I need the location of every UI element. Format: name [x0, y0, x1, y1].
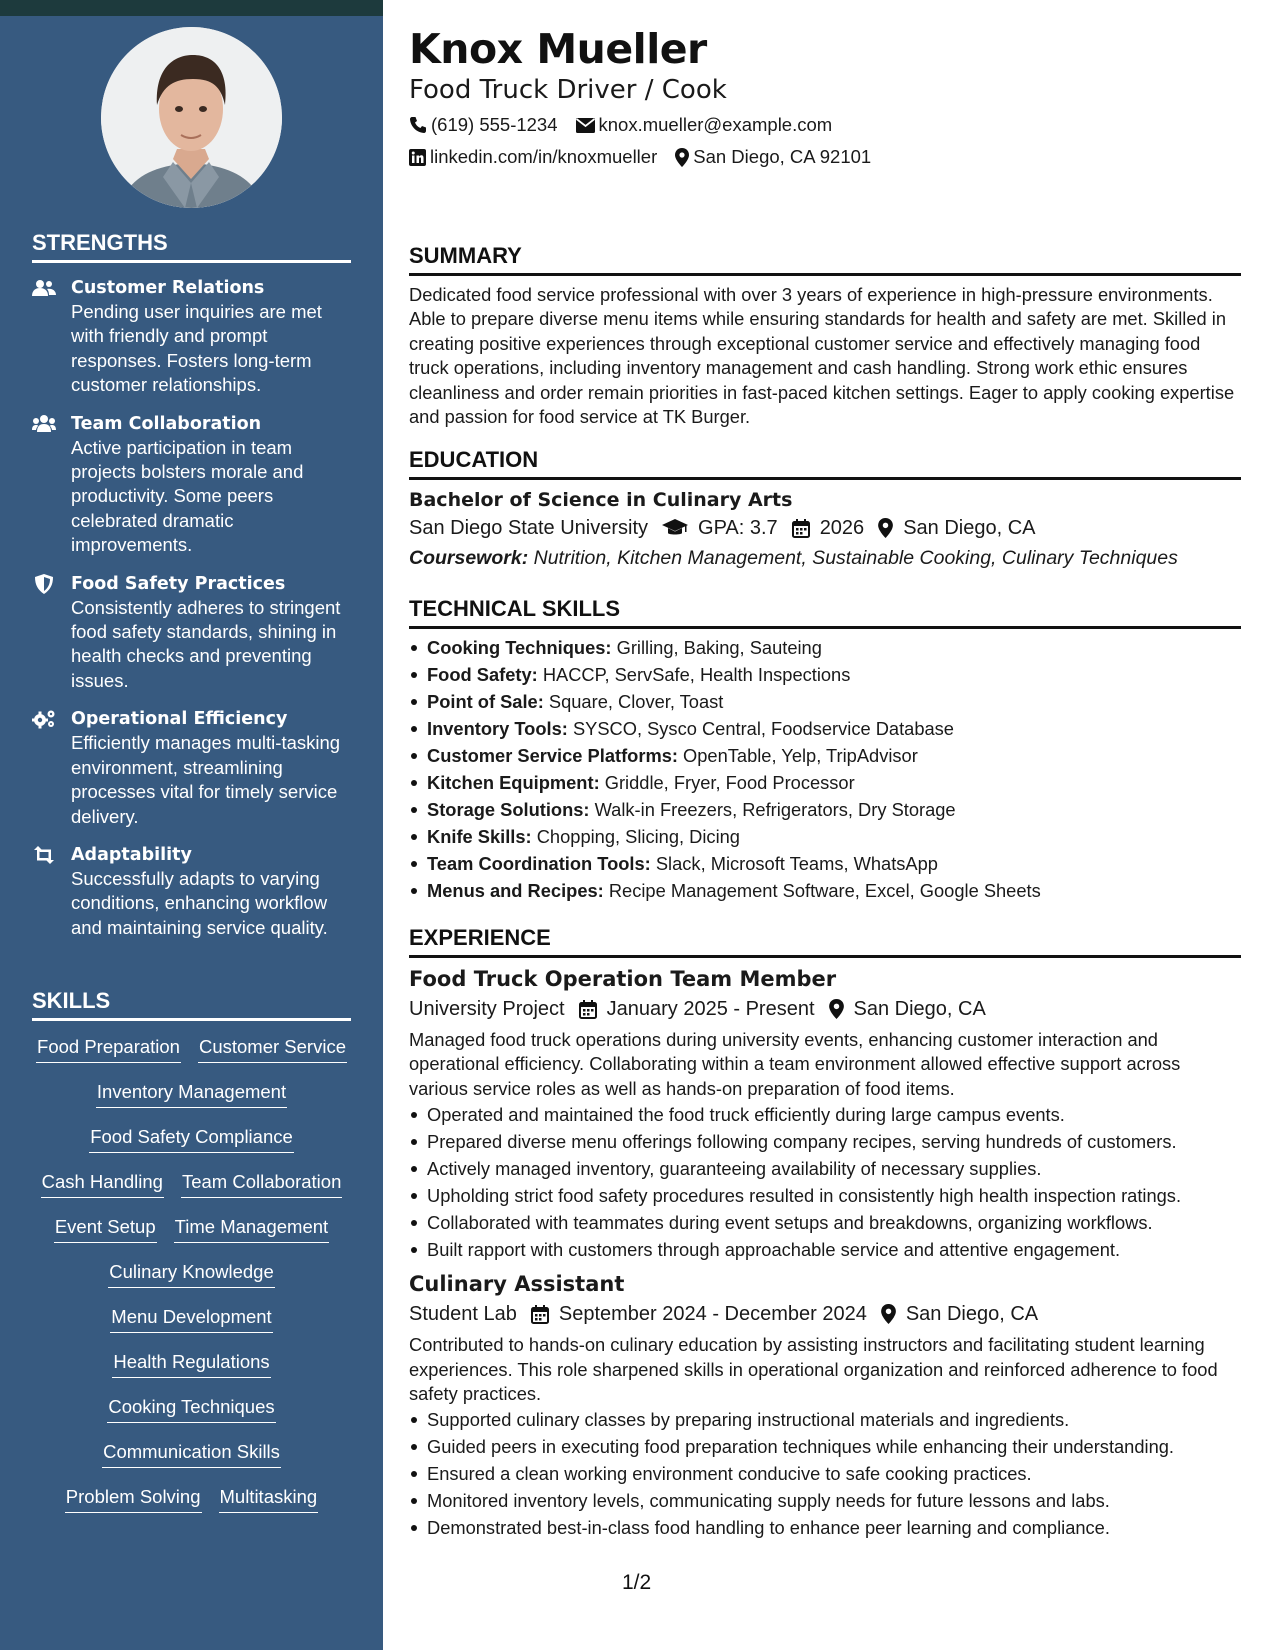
strength-title: Customer Relations [71, 278, 265, 298]
summary-text: Dedicated food service professional with over 3 years of experience in high-pressure environments. Able to prepare diverse menu items while ensuring standards for health and safety are met. Skilled in creating positive experiences through exceptional customer service and effectively managing food truck operations, including inventory management and cash handling. Strong work ethic ensures cleanliness and order remain priorities in fast-paced kitchen settings. Eager to apply cooking expertise and passion for food service at TK Burger. [409, 284, 1235, 428]
technical-skills-title: TECHNICAL SKILLS [409, 596, 1241, 629]
calendar-icon [579, 1000, 597, 1019]
strength-title: Adaptability [71, 844, 192, 865]
bullet-item: Collaborated with teammates during event setups and breakdowns, organizing workflows. [409, 1209, 1241, 1236]
retweet-icon [32, 845, 56, 865]
job-title: Food Truck Operation Team Member [409, 967, 837, 991]
strength-item [32, 276, 351, 398]
strength-item [32, 843, 351, 940]
skill-chip: Team Collaboration [181, 1170, 342, 1198]
skill-chips [32, 1035, 351, 1530]
bullet-item: Actively managed inventory, guaranteeing availability of necessary supplies. [409, 1155, 1241, 1182]
job-title: Culinary Assistant [409, 1272, 625, 1297]
profile-photo [101, 27, 282, 208]
location-text: San Diego, CA 92101 [693, 146, 872, 167]
skill-item: Team Coordination Tools: Slack, Microsoft Teams, WhatsApp [409, 850, 1241, 877]
bullet-item: Supported culinary classes by preparing instructional materials and ingredients. [409, 1406, 1241, 1433]
skill-chip: Problem Solving [65, 1485, 202, 1513]
phone-text: (619) 555-1234 [431, 114, 558, 135]
skill-chip: Food Preparation [36, 1035, 181, 1063]
skill-item: Kitchen Equipment: Griddle, Fryer, Food Processor [409, 769, 1241, 796]
job-org: Student Lab [409, 1303, 517, 1326]
job-dates: September 2024 - December 2024 [558, 1303, 867, 1326]
strength-desc: Successfully adapts to varying conditions, enhancing workflow and maintaining service quality. [71, 867, 328, 938]
strength-desc: Consistently adheres to stringent food safety standards, shining in health checks and preventing issues. [71, 596, 341, 691]
bullet-item: Monitored inventory levels, communicating supply needs for future lessons and labs. [409, 1487, 1241, 1514]
skill-item: Point of Sale: Square, Clover, Toast [409, 688, 1241, 715]
degree: Bachelor of Science in Culinary Arts [409, 489, 793, 511]
skill-item: Customer Service Platforms: OpenTable, Yelp, TripAdvisor [409, 742, 1241, 769]
candidate-title: Food Truck Driver / Cook [409, 75, 727, 105]
strength-title: Team Collaboration [71, 413, 262, 434]
skill-item: Menus and Recipes: Recipe Management Software, Excel, Google Sheets [409, 877, 1241, 904]
phone-contact[interactable] [409, 113, 558, 137]
bullet-item: Guided peers in executing food preparation techniques while enhancing their understanding. [409, 1433, 1241, 1460]
job-entry [409, 1269, 1241, 1541]
job-location: San Diego, CA [853, 998, 986, 1020]
skill-chip: Cooking Techniques [107, 1395, 275, 1423]
map-pin-icon [675, 148, 689, 167]
job-dates: January 2025 - Present [606, 998, 815, 1020]
shield-icon [32, 574, 56, 594]
bullet-item: Operated and maintained the food truck efficiently during large campus events. [409, 1101, 1241, 1128]
sidebar-top-bar [0, 0, 383, 16]
education-title: EDUCATION [409, 447, 1241, 480]
strength-desc: Efficiently manages multi-tasking environment, streamlining processes vital for timely service delivery. [71, 732, 341, 827]
job-bullets [409, 1406, 1241, 1541]
skill-chip: Event Setup [54, 1215, 157, 1243]
skills-section [32, 988, 351, 1530]
strength-title: Food Safety Practices [71, 573, 286, 594]
skill-item: Knife Skills: Chopping, Slicing, Dicing [409, 823, 1241, 850]
strength-title: Operational Efficiency [71, 709, 288, 730]
strength-item [32, 572, 351, 694]
contact-row-1 [409, 113, 850, 137]
email-text: knox.mueller@example.com [598, 114, 833, 135]
skill-item: Food Safety: HACCP, ServSafe, Health Inspections [409, 661, 1241, 688]
skill-chip: Menu Development [110, 1305, 272, 1333]
experience-title: EXPERIENCE [409, 925, 1241, 958]
strength-desc: Pending user inquiries are met with friendly and prompt responses. Fosters long-term customer relationships. [71, 301, 322, 396]
sidebar [0, 0, 383, 1650]
group-icon [32, 414, 56, 434]
strength-item [32, 412, 351, 558]
job-description: Managed food truck operations during university events, enhancing customer interaction and operational efficiency. Collaborating within a team environment allowed effective support across various service roles as well as hands-on preparation of food items. [409, 1029, 1181, 1099]
coursework [409, 543, 1241, 573]
skill-chip: Customer Service [198, 1035, 347, 1063]
map-pin-icon [881, 1304, 896, 1324]
skill-chip: Multitasking [219, 1485, 319, 1513]
map-pin-icon [878, 518, 893, 538]
skills-title: SKILLS [32, 988, 351, 1021]
experience-section [409, 925, 1241, 1541]
technical-skills-list [409, 634, 1241, 904]
graduation-cap-icon [662, 519, 688, 537]
bullet-item: Built rapport with customers through approachable service and attentive engagement. [409, 1236, 1241, 1263]
candidate-name: Knox Mueller [409, 25, 707, 73]
bullet-item: Upholding strict food safety procedures resulted in consistently high health inspection ratings. [409, 1182, 1241, 1209]
strengths-title: STRENGTHS [32, 230, 351, 263]
calendar-icon [531, 1305, 549, 1324]
contact-row-2 [409, 145, 889, 169]
job-org: University Project [409, 998, 565, 1020]
education-section [409, 447, 1241, 573]
page-number: 1/2 [622, 1571, 652, 1594]
envelope-icon [576, 118, 595, 133]
coursework-list: Nutrition, Kitchen Management, Sustainable Cooking, Culinary Techniques [533, 547, 1178, 569]
linkedin-icon [409, 149, 426, 166]
skill-item: Cooking Techniques: Grilling, Baking, Sauteing [409, 634, 1241, 661]
strengths-section [32, 230, 351, 940]
linkedin-text: linkedin.com/in/knoxmueller [430, 146, 658, 167]
graduation-year: 2026 [819, 517, 865, 539]
strength-desc: Active participation in team projects bolsters morale and productivity. Some peers celebrated dramatic improvements. [71, 436, 304, 556]
calendar-icon [792, 519, 810, 538]
map-pin-icon [829, 999, 844, 1019]
job-description: Contributed to hands-on culinary education by assisting instructors and facilitating student learning experiences. This role sharpened skills in operational organization and reinforced adherence to food safety practices. [409, 1334, 1218, 1405]
bullet-item: Ensured a clean working environment conducive to safe cooking practices. [409, 1460, 1241, 1487]
gears-icon [32, 709, 56, 729]
gpa: GPA: 3.7 [698, 517, 778, 539]
phone-icon [409, 116, 427, 134]
bullet-item: Prepared diverse menu offerings following company recipes, serving hundreds of customers. [409, 1128, 1241, 1155]
skill-chip: Food Safety Compliance [89, 1125, 294, 1153]
skill-chip: Inventory Management [96, 1080, 287, 1108]
users-icon [32, 278, 56, 298]
summary-section [409, 243, 1241, 429]
skill-chip: Time Management [174, 1215, 330, 1243]
job-bullets [409, 1101, 1241, 1263]
school-name: San Diego State University [409, 517, 649, 539]
skill-chip: Cash Handling [41, 1170, 164, 1198]
job-meta [409, 994, 1241, 1024]
coursework-label: Coursework: [409, 547, 529, 569]
education-meta [409, 513, 1241, 543]
job-location: San Diego, CA [905, 1303, 1039, 1326]
job-entry [409, 964, 1241, 1263]
education-location: San Diego, CA [903, 517, 1036, 539]
skill-item: Storage Solutions: Walk-in Freezers, Refrigerators, Dry Storage [409, 796, 1241, 823]
summary-title: SUMMARY [409, 243, 1241, 276]
skill-chip: Health Regulations [112, 1350, 270, 1378]
skill-chip: Communication Skills [102, 1440, 281, 1468]
skill-chip: Culinary Knowledge [108, 1260, 275, 1288]
location-contact [675, 145, 871, 169]
email-contact[interactable] [576, 113, 833, 137]
technical-skills-section [409, 596, 1241, 904]
linkedin-contact[interactable] [409, 145, 657, 169]
job-meta [409, 1299, 1241, 1329]
skill-item: Inventory Tools: SYSCO, Sysco Central, Foodservice Database [409, 715, 1241, 742]
strength-item [32, 707, 351, 829]
bullet-item: Demonstrated best-in-class food handling to enhance peer learning and compliance. [409, 1514, 1241, 1541]
